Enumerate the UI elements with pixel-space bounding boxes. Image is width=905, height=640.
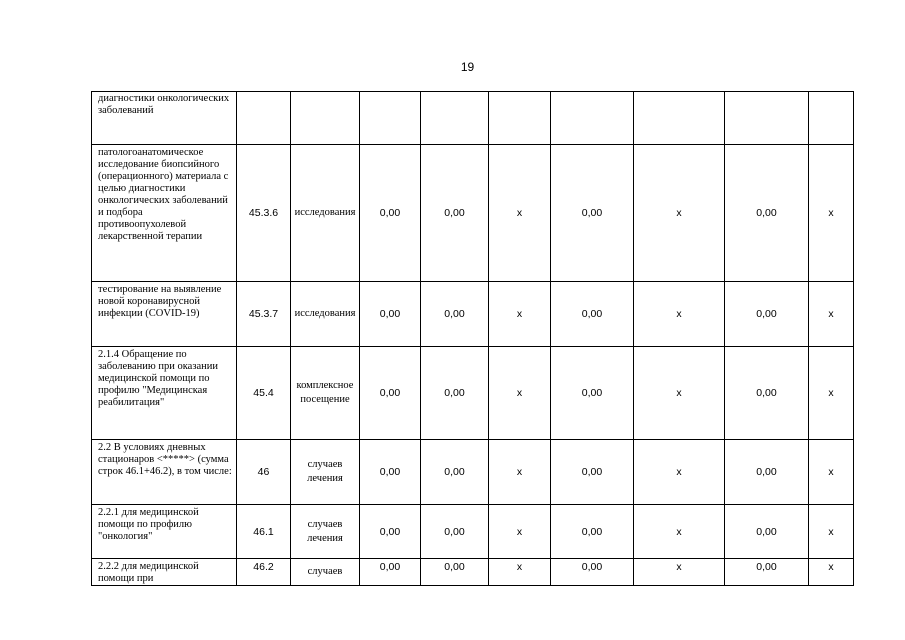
table-row: [92, 145, 854, 282]
value-cell: [551, 92, 634, 145]
na-cell: х: [489, 559, 551, 586]
value-cell: [421, 92, 489, 145]
table-row: [92, 505, 854, 559]
row-number-cell: 45.3.7: [237, 282, 291, 347]
value-cell: 0,00: [360, 559, 421, 586]
value-cell: 0,00: [360, 282, 421, 347]
table-row: [92, 282, 854, 347]
na-cell: х: [634, 559, 725, 586]
value-cell: 0,00: [725, 440, 809, 505]
value-cell: 0,00: [421, 282, 489, 347]
row-name-cell: тестирование на выявление новой коронавирусной инфекции (COVID-19): [92, 282, 237, 347]
row-name-cell: патологоанатомическое исследование биопсийного (операционного) материала с целью диагностики онкологических заболеваний и подбора противоопухолевой лекарственной терапии: [92, 145, 237, 282]
unit-cell: [291, 92, 360, 145]
value-cell: 0,00: [725, 505, 809, 559]
data-table: [91, 91, 854, 586]
na-cell: х: [634, 440, 725, 505]
value-cell: 0,00: [421, 145, 489, 282]
value-cell: 0,00: [421, 505, 489, 559]
row-number-cell: 46.2: [237, 559, 291, 586]
na-cell: х: [634, 145, 725, 282]
value-cell: 0,00: [551, 145, 634, 282]
na-cell: [634, 92, 725, 145]
value-cell: 0,00: [551, 440, 634, 505]
value-cell: 0,00: [360, 440, 421, 505]
table-row: [92, 440, 854, 505]
value-cell: 0,00: [725, 282, 809, 347]
row-name-cell: 2.2 В условиях дневных стационаров <*****> (сумма строк 46.1+46.2), в том числе:: [92, 440, 237, 505]
value-cell: 0,00: [421, 347, 489, 440]
na-cell: х: [489, 505, 551, 559]
na-cell: х: [489, 282, 551, 347]
value-cell: 0,00: [360, 505, 421, 559]
table-row: [92, 559, 854, 586]
na-cell: [809, 92, 854, 145]
value-cell: [725, 92, 809, 145]
na-cell: х: [634, 347, 725, 440]
value-cell: 0,00: [360, 347, 421, 440]
value-cell: [360, 92, 421, 145]
value-cell: 0,00: [421, 559, 489, 586]
na-cell: х: [809, 505, 854, 559]
value-cell: 0,00: [360, 145, 421, 282]
table-row: [92, 92, 854, 145]
unit-cell: исследования: [291, 282, 360, 347]
na-cell: х: [489, 440, 551, 505]
row-name-cell: 2.1.4 Обращение по заболеванию при оказании медицинской помощи по профилю "Медицинская реабилитация": [92, 347, 237, 440]
na-cell: х: [809, 282, 854, 347]
value-cell: 0,00: [551, 347, 634, 440]
table-row: [92, 347, 854, 440]
row-name-cell: диагностики онкологических заболеваний: [92, 92, 237, 145]
row-number-cell: [237, 92, 291, 145]
na-cell: х: [809, 145, 854, 282]
row-name-cell: 2.2.1 для медицинской помощи по профилю "онкология": [92, 505, 237, 559]
value-cell: 0,00: [725, 347, 809, 440]
value-cell: 0,00: [725, 559, 809, 586]
unit-cell: комплексное посещение: [291, 347, 360, 440]
na-cell: [489, 92, 551, 145]
unit-cell: исследования: [291, 145, 360, 282]
unit-cell: случаев лечения: [291, 505, 360, 559]
unit-cell: случаев лечения: [291, 440, 360, 505]
na-cell: х: [809, 559, 854, 586]
na-cell: х: [489, 145, 551, 282]
na-cell: х: [809, 347, 854, 440]
na-cell: х: [809, 440, 854, 505]
row-number-cell: 46: [237, 440, 291, 505]
value-cell: 0,00: [551, 282, 634, 347]
na-cell: х: [489, 347, 551, 440]
na-cell: х: [634, 505, 725, 559]
row-number-cell: 46.1: [237, 505, 291, 559]
value-cell: 0,00: [725, 145, 809, 282]
row-name-cell: 2.2.2 для медицинской помощи при: [92, 559, 237, 586]
unit-cell: случаев: [291, 559, 360, 586]
na-cell: х: [634, 282, 725, 347]
value-cell: 0,00: [551, 505, 634, 559]
page-number: 19: [460, 60, 475, 74]
row-number-cell: 45.4: [237, 347, 291, 440]
value-cell: 0,00: [421, 440, 489, 505]
row-number-cell: 45.3.6: [237, 145, 291, 282]
value-cell: 0,00: [551, 559, 634, 586]
